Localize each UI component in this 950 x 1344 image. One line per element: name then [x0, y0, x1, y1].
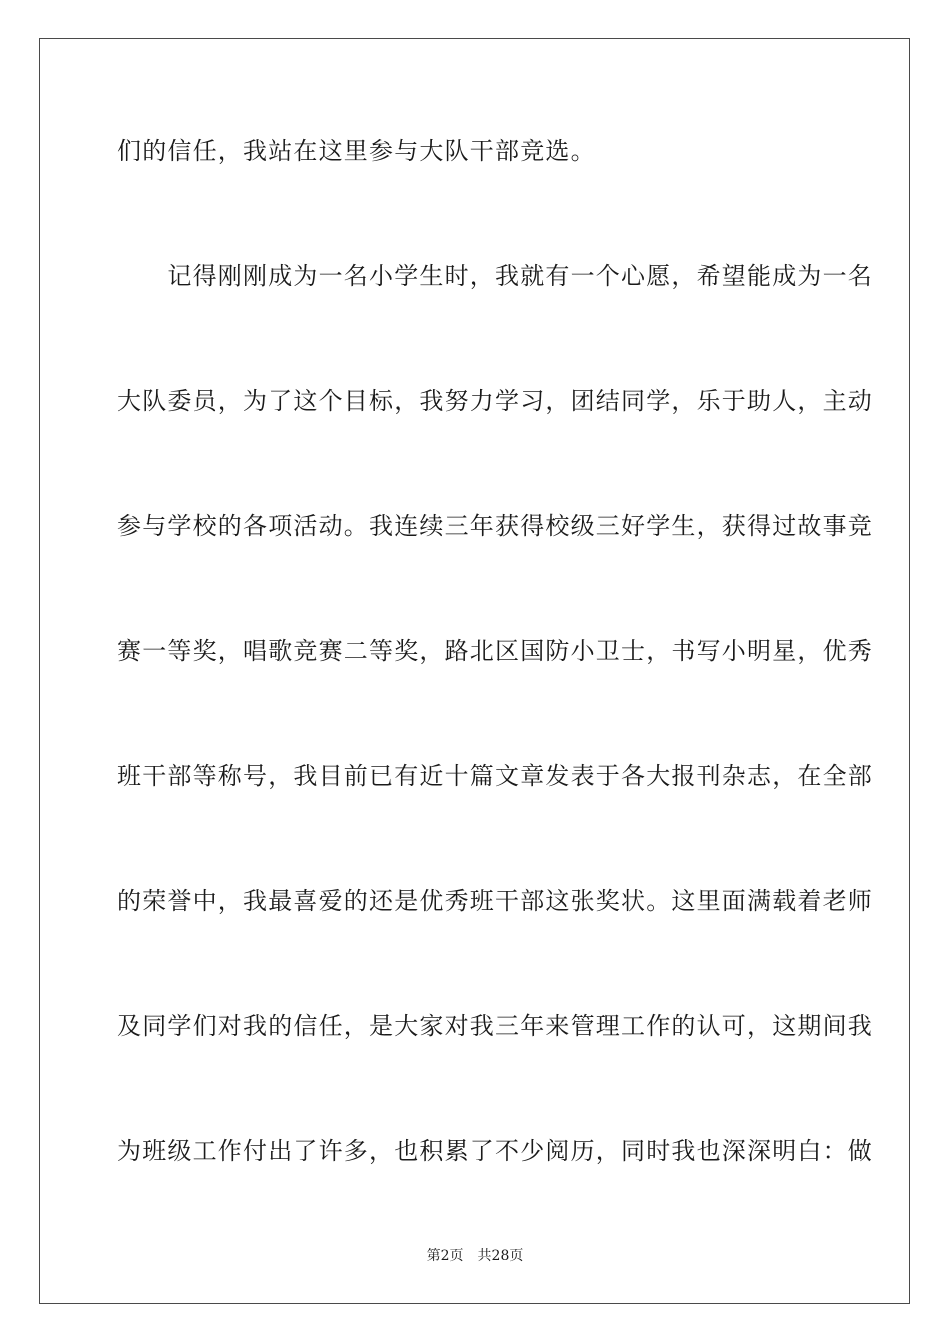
- paragraph-line: 班干部等称号，我目前已有近十篇文章发表于各大报刊杂志，在全部: [117, 762, 873, 790]
- paragraph-line: 的荣誉中，我最喜爱的还是优秀班干部这张奖状。这里面满载着老师: [117, 887, 873, 915]
- page-number: 第2页: [426, 1248, 464, 1264]
- page-footer: [0, 1247, 950, 1265]
- paragraph-line: 们的信任，我站在这里参与大队干部竞选。: [117, 137, 596, 165]
- paragraph-line: 参与学校的各项活动。我连续三年获得校级三好学生，获得过故事竞: [117, 512, 873, 540]
- page-total: 共28页: [477, 1248, 524, 1264]
- page-border: [39, 38, 910, 1304]
- paragraph-line: 赛一等奖，唱歌竞赛二等奖，路北区国防小卫士，书写小明星，优秀: [117, 637, 873, 665]
- paragraph-line: 为班级工作付出了许多，也积累了不少阅历，同时我也深深明白：做: [117, 1137, 873, 1165]
- paragraph-line: 及同学们对我的信任，是大家对我三年来管理工作的认可，这期间我: [117, 1012, 873, 1040]
- paragraph-line: 大队委员，为了这个目标，我努力学习，团结同学，乐于助人，主动: [117, 387, 873, 415]
- paragraph-line: 记得刚刚成为一名小学生时，我就有一个心愿，希望能成为一名: [117, 262, 873, 290]
